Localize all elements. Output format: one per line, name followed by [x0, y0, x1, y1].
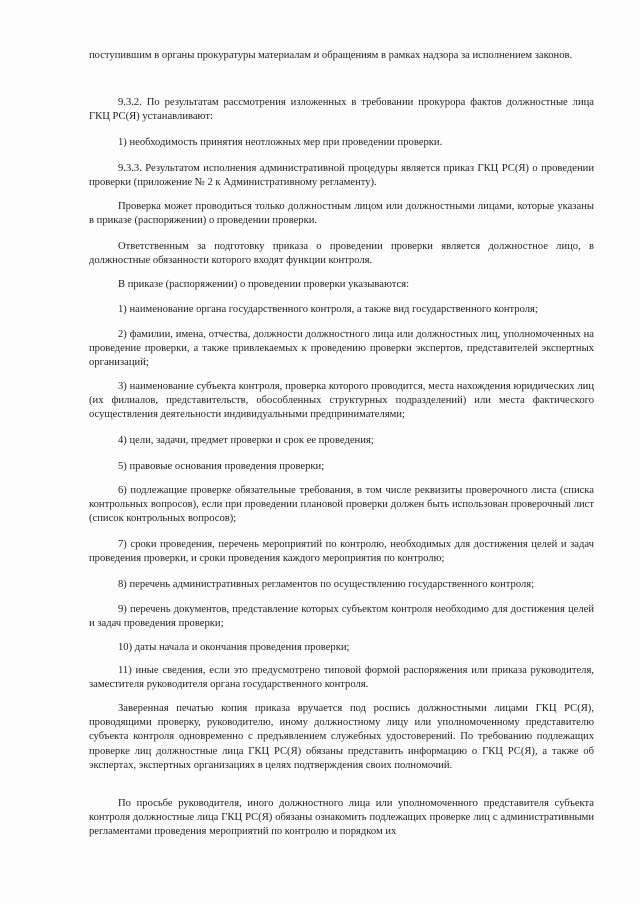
paragraph-9-3-2: 9.3.2. По результатам рассмотрения изложенных в требовании прокурора фактов должностные лица ГКЦ РС(Я) устанавливают:: [89, 97, 594, 123]
paragraph-responsible-officer: Ответственным за подготовку приказа о проведении проверки является должностное лицо, в должностные обязанности которого входят функции контроля.: [89, 241, 594, 267]
paragraph-continuation: поступившим в органы прокуратуры материалам и обращениям в рамках надзора за исполнением законов.: [89, 50, 573, 61]
paragraph-9-3-3: 9.3.3. Результатом исполнения административной процедуры является приказ ГКЦ РС(Я) о проведении проверки (приложение № 2 к Административному регламенту).: [89, 163, 594, 189]
list-item-1: 1) наименование органа государственного контроля, а также вид государственного контроля;: [118, 304, 538, 315]
list-item-2: 2) фамилии, имена, отчества, должности должностного лица или должностных лиц, уполномоченных на проведение проверки, а также привлекаемых к проведению проверки экспертов, представителей экспертных организаций;: [89, 329, 594, 369]
paragraph-item-1-urgent-measures: 1) необходимость принятия неотложных мер при проведении проверки.: [118, 137, 443, 148]
paragraph-order-contents-intro: В приказе (распоряжении) о проведении проверки указываются:: [118, 279, 410, 290]
list-item-8: 8) перечень административных регламентов по осуществлению государственного контроля;: [118, 579, 535, 590]
list-item-3: 3) наименование субъекта контроля, проверка которого проводится, места нахождения юридических лиц (их филиалов, представительств, обособленных структурных подразделений) или места фактического осуществления деятельности индивидуальными предпринимателями;: [89, 381, 594, 421]
list-item-9: 9) перечень документов, представление которых субъектом контроля необходимо для достижения целей и задач проведения проверки;: [89, 604, 594, 630]
paragraph-inspection-officials: Проверка может проводиться только должностным лицом или должностными лицами, которые указаны в приказе (распоряжении) о проведении проверки.: [89, 201, 594, 227]
paragraph-order-copy-delivery: Заверенная печатью копия приказа вручается под роспись должностными лицами ГКЦ РС(Я), проводящими проверку, руководителю, иному должностному лицу или уполномоченному представителю субъекта контроля одновременно с предъявлением служебных удостоверений. По требованию подлежащих проверке лиц должностные лица ГКЦ РС(Я) обязаны представить информацию о ГКЦ РС(Я), а также об экспертах, экспертных организациях в целях подтверждения своих полномочий.: [89, 703, 594, 771]
list-item-6: 6) подлежащие проверке обязательные требования, в том числе реквизиты проверочного листа (списка контрольных вопросов), если при проведении плановой проверки должен быть использован проверочный лист (список контрольных вопросов);: [89, 485, 594, 525]
paragraph-familiarization-request: По просьбе руководителя, иного должностного лица или уполномоченного представителя субъекта контроля должностные лица ГКЦ РС(Я) обязаны ознакомить подлежащих проверке лиц с административными регламентами проведения мероприятий по контролю и порядком их: [89, 798, 594, 838]
list-item-7: 7) сроки проведения, перечень мероприятий по контролю, необходимых для достижения целей и задач проведения проверки, и сроки проведения каждого мероприятия по контролю;: [89, 539, 594, 565]
list-item-4: 4) цели, задачи, предмет проверки и срок ее проведения;: [118, 435, 374, 446]
list-item-10: 10) даты начала и окончания проведения проверки;: [118, 642, 350, 653]
list-item-11: 11) иные сведения, если это предусмотрено типовой формой распоряжения или приказа руководителя, заместителя руководителя органа государственного контроля.: [89, 665, 594, 691]
list-item-5: 5) правовые основания проведения проверки;: [118, 461, 325, 472]
